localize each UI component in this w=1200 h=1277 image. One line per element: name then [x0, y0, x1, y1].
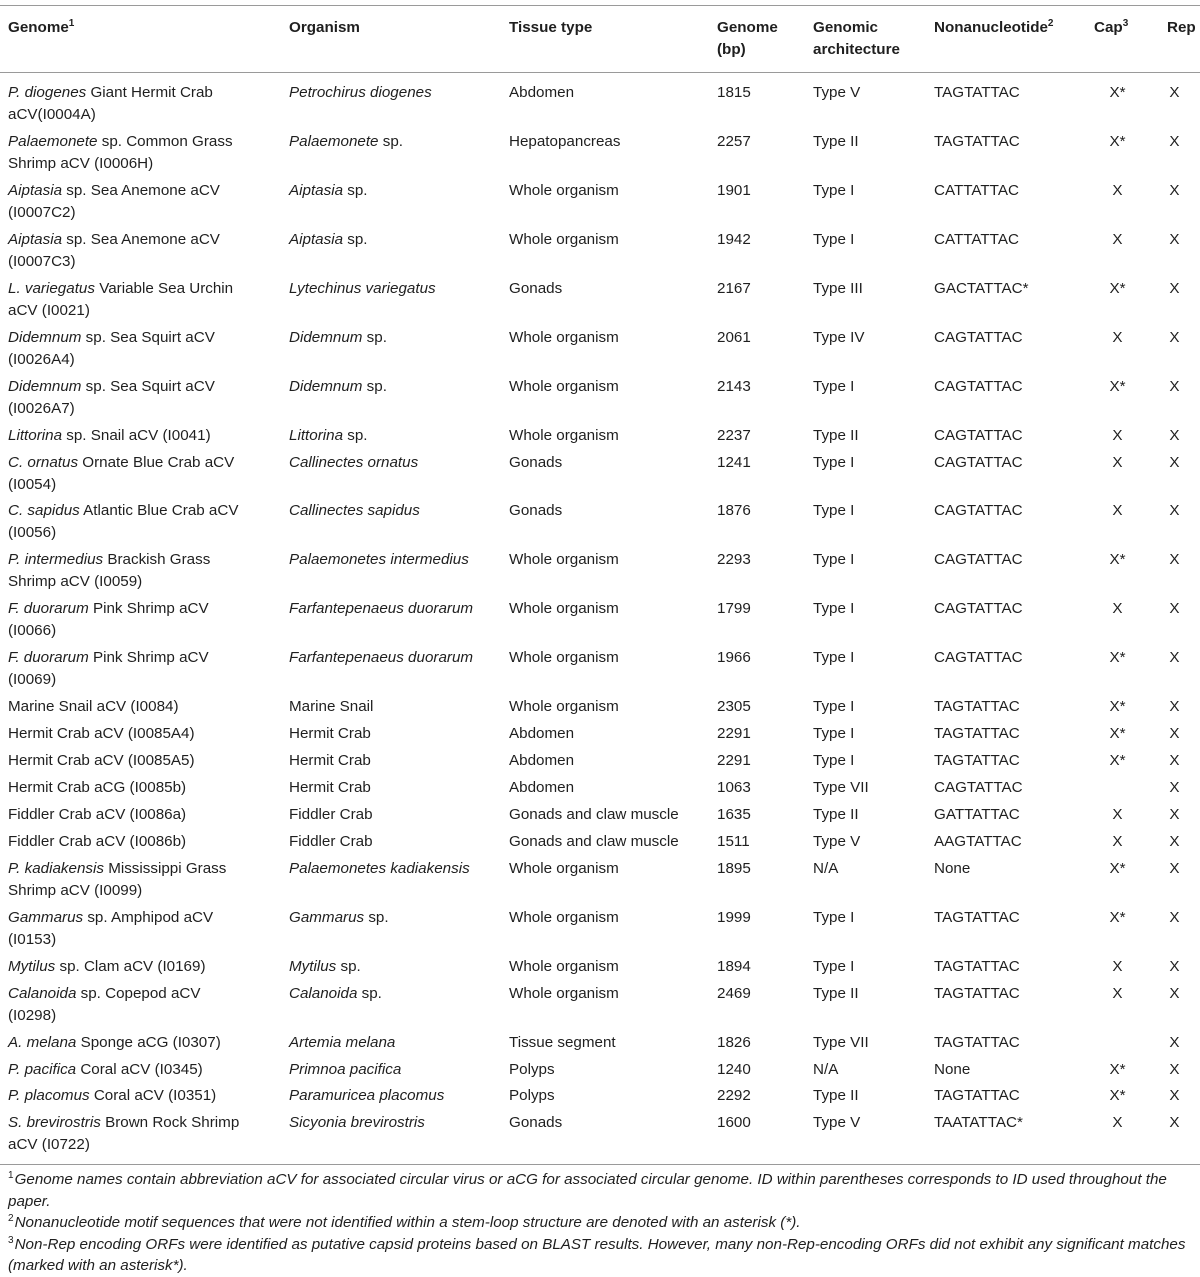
cell-architecture: N/A — [813, 1060, 839, 1078]
header-genome: Genome$^1$ — [8, 17, 75, 36]
cell-tissue-type: Whole organism — [509, 908, 619, 926]
genome-table — [0, 5, 1200, 1165]
cell-organism: Lytechinus variegatus — [289, 279, 436, 297]
cell-architecture: Type II — [813, 132, 859, 150]
cell-cap: X* — [1109, 377, 1126, 395]
cell-rep: X — [1169, 725, 1180, 743]
table-row — [0, 907, 1200, 956]
cell-rep: X — [1169, 1033, 1180, 1051]
cell-architecture: Type I — [813, 698, 855, 716]
table-row — [0, 1059, 1200, 1086]
table-row — [0, 831, 1200, 858]
cell-tissue-type: Gonads — [509, 453, 563, 471]
cell-nonanucleotide: TAGTATTAC — [934, 725, 1020, 743]
cell-genome-bp: 1901 — [717, 181, 751, 199]
cell-rep: X — [1169, 698, 1180, 716]
header-genomic-architecture: Genomic architecture — [813, 19, 900, 58]
cell-organism: Fiddler Crab — [289, 832, 373, 850]
cell-genome-bp: 2143 — [717, 377, 751, 395]
cell-rep: X — [1169, 1060, 1180, 1078]
cell-architecture: Type VII — [813, 779, 869, 796]
cell-genome: Littorina sp. Snail aCV (I0041) — [8, 426, 211, 444]
cell-genome: Hermit Crab aCV (I0085A5) — [8, 752, 195, 770]
cell-organism: Hermit Crab — [289, 725, 371, 743]
cell-tissue-type: Whole organism — [509, 984, 619, 1002]
cell-architecture: Type V — [813, 1114, 861, 1132]
cell-organism: Farfantepenaeus duorarum — [289, 600, 474, 618]
table-row — [0, 1085, 1200, 1112]
cell-genome-bp: 1635 — [717, 805, 751, 823]
cell-genome: L. variegatus Variable Sea Urchin aCV (I0021) — [8, 279, 234, 319]
cell-organism: Littorina sp. — [289, 426, 368, 444]
cell-architecture: Type I — [813, 957, 855, 975]
cell-nonanucleotide: CAGTATTAC — [934, 453, 1023, 471]
table-row — [0, 376, 1200, 425]
cell-rep: X — [1169, 957, 1180, 975]
cell-genome-bp: 2293 — [717, 551, 751, 569]
cell-nonanucleotide: CAGTATTAC — [934, 600, 1023, 618]
cell-genome-bp: 1826 — [717, 1033, 751, 1051]
cell-nonanucleotide: TAGTATTAC — [934, 957, 1020, 975]
cell-tissue-type: Abdomen — [509, 752, 575, 770]
table-row — [0, 696, 1200, 723]
cell-architecture: Type II — [813, 984, 859, 1002]
cell-nonanucleotide: TAGTATTAC — [934, 84, 1020, 101]
cell-genome: Calanoida sp. Copepod aCV (I0298) — [8, 984, 201, 1024]
cell-genome-bp: 1999 — [717, 908, 751, 926]
cell-architecture: Type I — [813, 551, 855, 569]
cell-rep: X — [1169, 426, 1180, 444]
cell-rep: X — [1169, 752, 1180, 770]
cell-cap: X* — [1109, 551, 1126, 569]
cell-tissue-type: Whole organism — [509, 600, 619, 618]
cell-rep: X — [1169, 453, 1180, 471]
cell-cap: X — [1112, 181, 1123, 199]
cell-genome: P. kadiakensis Mississippi Grass Shrimp aCV (I0099) — [8, 859, 227, 899]
cell-architecture: Type I — [813, 453, 855, 471]
cell-tissue-type: Hepatopancreas — [509, 132, 621, 150]
cell-nonanucleotide: CAGTATTAC — [934, 779, 1023, 796]
cell-nonanucleotide: TAGTATTAC — [934, 1087, 1020, 1105]
cell-rep: X — [1169, 551, 1180, 569]
cell-organism: Palaemonetes kadiakensis — [289, 859, 470, 877]
cell-cap — [1086, 777, 1159, 804]
table-row — [0, 278, 1200, 327]
cell-nonanucleotide: CATTATTAC — [934, 181, 1019, 199]
cell-tissue-type: Whole organism — [509, 426, 619, 444]
cell-rep: X — [1169, 984, 1180, 1002]
cell-genome-bp: 2291 — [717, 752, 751, 770]
cell-genome-bp: 2305 — [717, 698, 751, 716]
cell-architecture: Type I — [813, 725, 855, 743]
cell-rep: X — [1169, 279, 1180, 297]
cell-tissue-type: Whole organism — [509, 377, 619, 395]
cell-cap: X* — [1109, 752, 1126, 770]
cell-tissue-type: Polyps — [509, 1087, 555, 1105]
cell-organism: Primnoa pacifica — [289, 1060, 402, 1078]
cell-nonanucleotide: CAGTATTAC — [934, 377, 1023, 395]
cell-organism: Marine Snail — [289, 698, 374, 716]
cell-cap: X* — [1109, 132, 1126, 150]
cell-genome-bp: 1894 — [717, 957, 751, 975]
table-row — [0, 425, 1200, 452]
cell-genome: F. duorarum Pink Shrimp aCV (I0069) — [8, 649, 209, 689]
cell-organism: Paramuricea placomus — [289, 1087, 445, 1105]
cell-cap: X — [1112, 453, 1123, 471]
cell-nonanucleotide: TAATATTAC* — [934, 1114, 1023, 1132]
table-row — [0, 983, 1200, 1032]
cell-genome-bp: 1876 — [717, 502, 751, 520]
cell-organism: Callinectes sapidus — [289, 502, 420, 520]
cell-genome: Mytilus sp. Clam aCV (I0169) — [8, 957, 206, 975]
cell-organism: Palaemonetes intermedius — [289, 551, 469, 569]
cell-rep: X — [1169, 132, 1180, 150]
cell-architecture: Type I — [813, 752, 855, 770]
cell-organism: Hermit Crab — [289, 752, 371, 770]
cell-genome-bp: 2291 — [717, 725, 751, 743]
cell-architecture: Type II — [813, 805, 859, 823]
cell-architecture: Type I — [813, 181, 855, 199]
table-row — [0, 804, 1200, 831]
cell-genome-bp: 2237 — [717, 426, 751, 444]
cell-rep: X — [1169, 859, 1180, 877]
cell-genome: Palaemonete sp. Common Grass Shrimp aCV (I0006H) — [8, 132, 233, 172]
cell-genome-bp: 1241 — [717, 453, 751, 471]
cell-cap: X* — [1109, 649, 1126, 667]
cell-architecture: Type I — [813, 908, 855, 926]
table-row — [0, 500, 1200, 549]
cell-cap: X — [1112, 426, 1123, 444]
table-row — [0, 777, 1200, 804]
cell-architecture: Type IV — [813, 328, 865, 346]
cell-genome: Didemnum sp. Sea Squirt aCV (I0026A7) — [8, 377, 215, 417]
cell-rep: X — [1169, 377, 1180, 395]
cell-cap: X — [1112, 805, 1123, 823]
cell-nonanucleotide: CATTATTAC — [934, 230, 1019, 248]
cell-architecture: Type V — [813, 84, 861, 101]
cell-organism: Palaemonete sp. — [289, 132, 403, 150]
cell-genome: P. pacifica Coral aCV (I0345) — [8, 1060, 203, 1078]
cell-genome: P. intermedius Brackish Grass Shrimp aCV (I0059) — [8, 551, 211, 591]
cell-nonanucleotide: AAGTATTAC — [934, 832, 1022, 850]
cell-rep: X — [1169, 230, 1180, 248]
table-row — [0, 327, 1200, 376]
cell-nonanucleotide: TAGTATTAC — [934, 132, 1020, 150]
cell-architecture: Type I — [813, 649, 855, 667]
cell-organism: Aiptasia sp. — [289, 181, 368, 199]
cell-cap: X — [1112, 984, 1123, 1002]
cell-tissue-type: Gonads and claw muscle — [509, 832, 679, 850]
cell-organism: Didemnum sp. — [289, 377, 387, 395]
cell-genome-bp: 2257 — [717, 132, 751, 150]
cell-genome-bp: 1942 — [717, 230, 751, 248]
cell-architecture: Type II — [813, 1087, 859, 1105]
cell-genome: Aiptasia sp. Sea Anemone aCV (I0007C3) — [8, 230, 220, 270]
cell-nonanucleotide: CAGTATTAC — [934, 502, 1023, 520]
cell-cap: X — [1112, 328, 1123, 346]
cell-tissue-type: Gonads — [509, 502, 563, 520]
cell-organism: Aiptasia sp. — [289, 230, 368, 248]
cell-organism: Calanoida sp. — [289, 984, 382, 1002]
cell-organism: Mytilus sp. — [289, 957, 361, 975]
cell-architecture: Type I — [813, 230, 855, 248]
cell-tissue-type: Polyps — [509, 1060, 555, 1078]
cell-cap — [1086, 1032, 1159, 1059]
cell-rep: X — [1169, 779, 1180, 796]
cell-genome-bp: 1511 — [717, 832, 750, 850]
cell-genome-bp: 1966 — [717, 649, 751, 667]
cell-nonanucleotide: TAGTATTAC — [934, 1033, 1020, 1051]
cell-tissue-type: Gonads and claw muscle — [509, 805, 679, 823]
cell-cap: X — [1112, 502, 1123, 520]
cell-nonanucleotide: CAGTATTAC — [934, 649, 1023, 667]
cell-genome-bp: 1799 — [717, 600, 751, 618]
cell-organism: Gammarus sp. — [289, 908, 389, 926]
cell-genome-bp: 1240 — [717, 1060, 751, 1078]
table-row — [0, 229, 1200, 278]
cell-genome: C. sapidus Atlantic Blue Crab aCV (I0056) — [8, 502, 239, 542]
table-row — [0, 723, 1200, 750]
header-rep: Rep — [1167, 19, 1196, 36]
cell-architecture: Type I — [813, 600, 855, 618]
cell-genome: Marine Snail aCV (I0084) — [8, 698, 179, 716]
cell-rep: X — [1169, 805, 1180, 823]
cell-organism: Petrochirus diogenes — [289, 84, 432, 101]
cell-tissue-type: Abdomen — [509, 779, 575, 796]
table-header-row — [0, 6, 1200, 73]
cell-cap: X — [1112, 600, 1123, 618]
cell-genome-bp: 2469 — [717, 984, 751, 1002]
cell-genome-bp: 2061 — [717, 328, 751, 346]
cell-genome: Fiddler Crab aCV (I0086b) — [8, 832, 187, 850]
cell-rep: X — [1169, 832, 1180, 850]
cell-rep: X — [1169, 908, 1180, 926]
cell-genome: P. diogenes Giant Hermit Crab aCV(I0004A) — [8, 84, 213, 123]
cell-cap: X* — [1109, 84, 1126, 101]
cell-genome-bp: 1895 — [717, 859, 751, 877]
footnote: $^1$Genome names contain abbreviation aCV for associated circular virus or aCG for associated circular genome. ID within parentheses corresponds to ID used throughout the paper. — [8, 1170, 1167, 1210]
cell-nonanucleotide: GACTATTAC* — [934, 279, 1029, 297]
cell-rep: X — [1169, 181, 1180, 199]
cell-tissue-type: Whole organism — [509, 551, 619, 569]
table-row — [0, 73, 1200, 131]
cell-nonanucleotide: TAGTATTAC — [934, 984, 1020, 1002]
cell-cap: X — [1112, 230, 1123, 248]
cell-cap: X — [1112, 832, 1123, 850]
cell-rep: X — [1169, 1114, 1180, 1132]
cell-nonanucleotide: TAGTATTAC — [934, 908, 1020, 926]
cell-cap: X* — [1109, 698, 1126, 716]
table-row — [0, 131, 1200, 180]
header-nonanucleotide: Nonanucleotide$^2$ — [934, 17, 1054, 36]
cell-nonanucleotide: None — [934, 1060, 971, 1078]
cell-tissue-type: Whole organism — [509, 649, 619, 667]
cell-genome-bp: 2167 — [717, 279, 751, 297]
cell-tissue-type: Whole organism — [509, 698, 619, 716]
table-row — [0, 452, 1200, 501]
cell-rep: X — [1169, 502, 1180, 520]
footnote: $^3$Non-Rep encoding ORFs were identified as putative capsid proteins based on BLAST results. However, many non-Rep-encoding ORFs did not exhibit any significant matches (marked with an asterisk*). — [8, 1234, 1186, 1275]
table-row — [0, 1032, 1200, 1059]
header-organism: Organism — [289, 19, 360, 36]
cell-architecture: Type I — [813, 377, 855, 395]
cell-organism: Fiddler Crab — [289, 805, 373, 823]
cell-architecture: Type II — [813, 426, 859, 444]
cell-organism: Sicyonia brevirostris — [289, 1114, 425, 1132]
cell-genome-bp: 1600 — [717, 1114, 751, 1132]
cell-organism: Farfantepenaeus duorarum — [289, 649, 474, 667]
table-row — [0, 858, 1200, 907]
cell-tissue-type: Whole organism — [509, 957, 619, 975]
header-cap: Cap$^3$ — [1094, 17, 1129, 36]
cell-cap: X* — [1109, 1087, 1126, 1105]
table-row — [0, 1112, 1200, 1165]
table-row — [0, 549, 1200, 598]
cell-nonanucleotide: TAGTATTAC — [934, 698, 1020, 716]
cell-architecture: Type V — [813, 832, 861, 850]
cell-genome-bp: 1815 — [717, 84, 751, 101]
cell-cap: X* — [1109, 1060, 1126, 1078]
table-row — [0, 598, 1200, 647]
header-genome-bp: Genome (bp) — [717, 19, 778, 58]
cell-genome: Fiddler Crab aCV (I0086a) — [8, 805, 187, 823]
cell-genome: P. placomus Coral aCV (I0351) — [8, 1087, 217, 1105]
cell-cap: X — [1112, 957, 1123, 975]
cell-rep: X — [1169, 1087, 1180, 1105]
cell-tissue-type: Whole organism — [509, 181, 619, 199]
footnote: $^2$Nonanucleotide motif sequences that were not identified within a stem-loop structure are denoted with an asterisk (*). — [8, 1213, 801, 1232]
table-row — [0, 180, 1200, 229]
cell-tissue-type: Gonads — [509, 1114, 563, 1132]
cell-tissue-type: Whole organism — [509, 328, 619, 346]
cell-tissue-type: Tissue segment — [509, 1033, 616, 1051]
cell-tissue-type: Whole organism — [509, 859, 619, 877]
table-footnotes — [0, 1165, 1192, 1277]
cell-tissue-type: Gonads — [509, 279, 563, 297]
cell-rep: X — [1169, 600, 1180, 618]
cell-genome: A. melana Sponge aCG (I0307) — [8, 1033, 221, 1051]
cell-rep: X — [1169, 84, 1180, 101]
cell-genome-bp: 2292 — [717, 1087, 751, 1105]
cell-cap: X* — [1109, 859, 1126, 877]
cell-genome: Didemnum sp. Sea Squirt aCV (I0026A4) — [8, 328, 215, 368]
cell-organism: Didemnum sp. — [289, 328, 387, 346]
cell-architecture: Type III — [813, 279, 863, 297]
cell-cap: X* — [1109, 908, 1126, 926]
cell-organism: Callinectes ornatus — [289, 453, 419, 471]
cell-architecture: Type I — [813, 502, 855, 520]
cell-cap: X* — [1109, 279, 1126, 297]
cell-nonanucleotide: CAGTATTAC — [934, 328, 1023, 346]
cell-cap: X* — [1109, 725, 1126, 743]
cell-nonanucleotide: CAGTATTAC — [934, 551, 1023, 569]
cell-architecture: N/A — [813, 859, 839, 877]
cell-rep: X — [1169, 328, 1180, 346]
cell-genome: Hermit Crab aCG (I0085b) — [8, 779, 187, 796]
cell-genome-bp: 1063 — [717, 779, 751, 796]
cell-tissue-type: Abdomen — [509, 725, 575, 743]
cell-genome: Gammarus sp. Amphipod aCV (I0153) — [8, 908, 214, 948]
table-row — [0, 956, 1200, 983]
cell-genome: F. duorarum Pink Shrimp aCV (I0066) — [8, 600, 209, 640]
cell-nonanucleotide: TAGTATTAC — [934, 752, 1020, 770]
cell-genome: C. ornatus Ornate Blue Crab aCV (I0054) — [8, 453, 235, 493]
table-row — [0, 750, 1200, 777]
cell-genome: Aiptasia sp. Sea Anemone aCV (I0007C2) — [8, 181, 220, 221]
cell-cap: X — [1112, 1114, 1123, 1132]
cell-rep: X — [1169, 649, 1180, 667]
cell-nonanucleotide: None — [934, 859, 971, 877]
cell-nonanucleotide: CAGTATTAC — [934, 426, 1023, 444]
header-tissue-type: Tissue type — [509, 19, 593, 36]
cell-organism: Hermit Crab — [289, 779, 371, 796]
cell-architecture: Type VII — [813, 1033, 869, 1051]
cell-nonanucleotide: GATTATTAC — [934, 805, 1020, 823]
cell-tissue-type: Abdomen — [509, 84, 575, 101]
cell-genome: Hermit Crab aCV (I0085A4) — [8, 725, 195, 743]
cell-genome: S. brevirostris Brown Rock Shrimp aCV (I0722) — [8, 1114, 240, 1154]
table-row — [0, 647, 1200, 696]
cell-organism: Artemia melana — [289, 1033, 396, 1051]
cell-tissue-type: Whole organism — [509, 230, 619, 248]
